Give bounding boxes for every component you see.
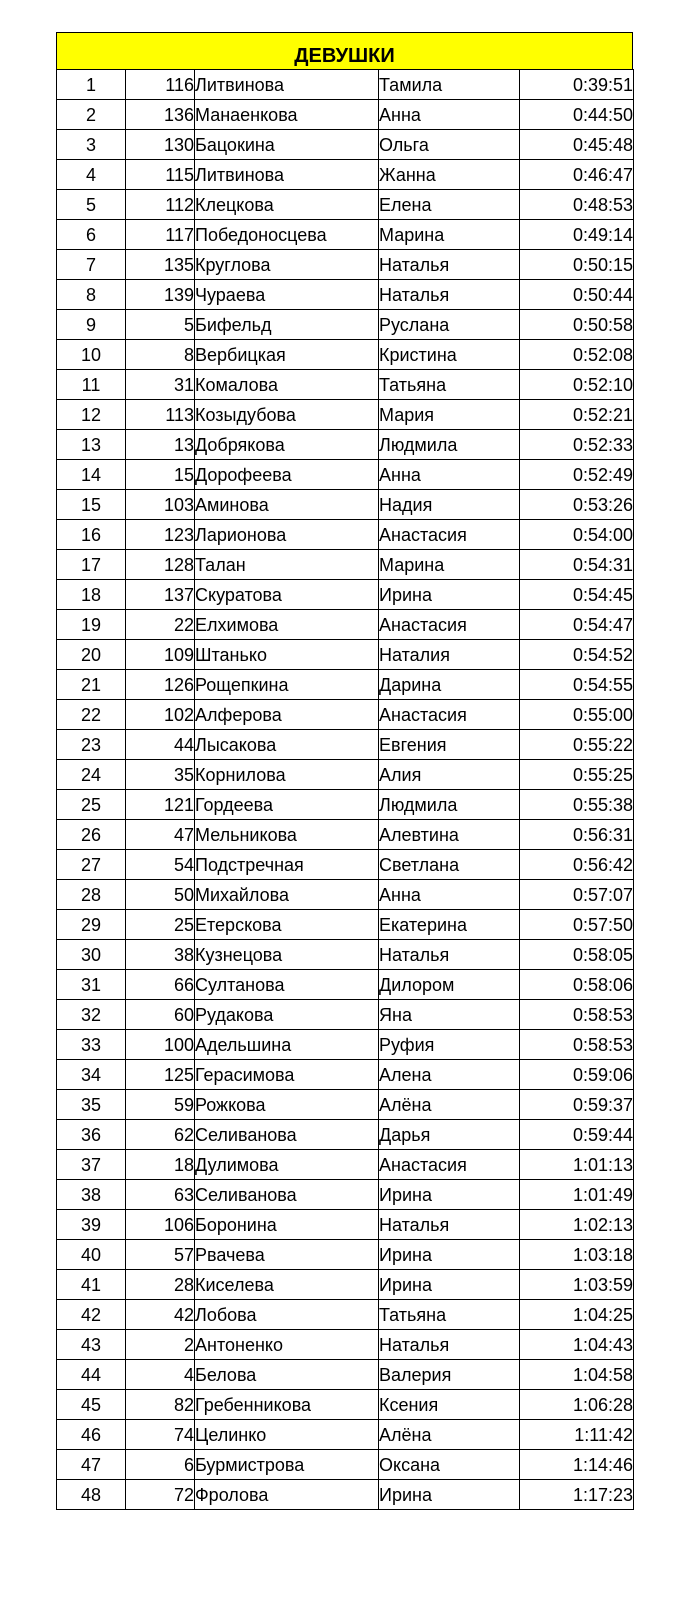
place-cell: 24 bbox=[57, 760, 126, 790]
bib-number-cell: 28 bbox=[126, 1270, 195, 1300]
finish-time-cell: 1:14:46 bbox=[520, 1450, 634, 1480]
bib-number-cell: 115 bbox=[126, 160, 195, 190]
place-cell: 34 bbox=[57, 1060, 126, 1090]
place-cell: 29 bbox=[57, 910, 126, 940]
bib-number-cell: 117 bbox=[126, 220, 195, 250]
bib-number-cell: 44 bbox=[126, 730, 195, 760]
table-row bbox=[57, 1450, 634, 1480]
bib-number-cell: 59 bbox=[126, 1090, 195, 1120]
table-row bbox=[57, 910, 634, 940]
place-cell: 43 bbox=[57, 1330, 126, 1360]
last-name-cell: Лысакова bbox=[195, 730, 379, 760]
last-name-cell: Боронина bbox=[195, 1210, 379, 1240]
table-row bbox=[57, 1090, 634, 1120]
first-name-cell: Татьяна bbox=[379, 370, 520, 400]
table-row bbox=[57, 100, 634, 130]
table-row bbox=[57, 340, 634, 370]
last-name-cell: Селиванова bbox=[195, 1180, 379, 1210]
finish-time-cell: 0:59:06 bbox=[520, 1060, 634, 1090]
finish-time-cell: 1:04:43 bbox=[520, 1330, 634, 1360]
first-name-cell: Дарина bbox=[379, 670, 520, 700]
place-cell: 38 bbox=[57, 1180, 126, 1210]
bib-number-cell: 121 bbox=[126, 790, 195, 820]
first-name-cell: Евгения bbox=[379, 730, 520, 760]
results-sheet bbox=[56, 32, 633, 1510]
place-cell: 11 bbox=[57, 370, 126, 400]
finish-time-cell: 0:54:55 bbox=[520, 670, 634, 700]
table-row bbox=[57, 730, 634, 760]
finish-time-cell: 0:58:06 bbox=[520, 970, 634, 1000]
last-name-cell: Лобова bbox=[195, 1300, 379, 1330]
finish-time-cell: 0:54:00 bbox=[520, 520, 634, 550]
place-cell: 3 bbox=[57, 130, 126, 160]
table-row bbox=[57, 490, 634, 520]
finish-time-cell: 0:52:08 bbox=[520, 340, 634, 370]
bib-number-cell: 50 bbox=[126, 880, 195, 910]
last-name-cell: Талан bbox=[195, 550, 379, 580]
bib-number-cell: 139 bbox=[126, 280, 195, 310]
bib-number-cell: 72 bbox=[126, 1480, 195, 1510]
bib-number-cell: 15 bbox=[126, 460, 195, 490]
last-name-cell: Аминова bbox=[195, 490, 379, 520]
last-name-cell: Чураева bbox=[195, 280, 379, 310]
place-cell: 13 bbox=[57, 430, 126, 460]
bib-number-cell: 22 bbox=[126, 610, 195, 640]
first-name-cell: Анастасия bbox=[379, 610, 520, 640]
table-row bbox=[57, 400, 634, 430]
finish-time-cell: 0:54:52 bbox=[520, 640, 634, 670]
bib-number-cell: 82 bbox=[126, 1390, 195, 1420]
first-name-cell: Мария bbox=[379, 400, 520, 430]
last-name-cell: Скуратова bbox=[195, 580, 379, 610]
last-name-cell: Рвачева bbox=[195, 1240, 379, 1270]
finish-time-cell: 0:55:00 bbox=[520, 700, 634, 730]
first-name-cell: Марина bbox=[379, 550, 520, 580]
finish-time-cell: 0:50:44 bbox=[520, 280, 634, 310]
last-name-cell: Рожкова bbox=[195, 1090, 379, 1120]
first-name-cell: Руслана bbox=[379, 310, 520, 340]
bib-number-cell: 109 bbox=[126, 640, 195, 670]
finish-time-cell: 1:02:13 bbox=[520, 1210, 634, 1240]
place-cell: 6 bbox=[57, 220, 126, 250]
first-name-cell: Татьяна bbox=[379, 1300, 520, 1330]
table-row bbox=[57, 1330, 634, 1360]
finish-time-cell: 1:17:23 bbox=[520, 1480, 634, 1510]
place-cell: 1 bbox=[57, 70, 126, 100]
last-name-cell: Подстречная bbox=[195, 850, 379, 880]
finish-time-cell: 1:04:25 bbox=[520, 1300, 634, 1330]
table-row bbox=[57, 1480, 634, 1510]
last-name-cell: Литвинова bbox=[195, 160, 379, 190]
finish-time-cell: 1:01:13 bbox=[520, 1150, 634, 1180]
last-name-cell: Селиванова bbox=[195, 1120, 379, 1150]
finish-time-cell: 0:58:53 bbox=[520, 1000, 634, 1030]
finish-time-cell: 0:55:22 bbox=[520, 730, 634, 760]
table-row bbox=[57, 1240, 634, 1270]
finish-time-cell: 0:59:37 bbox=[520, 1090, 634, 1120]
place-cell: 37 bbox=[57, 1150, 126, 1180]
first-name-cell: Ольга bbox=[379, 130, 520, 160]
last-name-cell: Белова bbox=[195, 1360, 379, 1390]
first-name-cell: Алёна bbox=[379, 1420, 520, 1450]
place-cell: 21 bbox=[57, 670, 126, 700]
first-name-cell: Наталья bbox=[379, 1210, 520, 1240]
table-row bbox=[57, 940, 634, 970]
table-row bbox=[57, 160, 634, 190]
first-name-cell: Ирина bbox=[379, 1270, 520, 1300]
first-name-cell: Алена bbox=[379, 1060, 520, 1090]
finish-time-cell: 0:52:49 bbox=[520, 460, 634, 490]
finish-time-cell: 0:53:26 bbox=[520, 490, 634, 520]
first-name-cell: Наталья bbox=[379, 280, 520, 310]
bib-number-cell: 74 bbox=[126, 1420, 195, 1450]
first-name-cell: Жанна bbox=[379, 160, 520, 190]
last-name-cell: Дулимова bbox=[195, 1150, 379, 1180]
first-name-cell: Тамила bbox=[379, 70, 520, 100]
bib-number-cell: 2 bbox=[126, 1330, 195, 1360]
table-row bbox=[57, 1360, 634, 1390]
bib-number-cell: 116 bbox=[126, 70, 195, 100]
table-row bbox=[57, 820, 634, 850]
place-cell: 17 bbox=[57, 550, 126, 580]
table-row bbox=[57, 460, 634, 490]
last-name-cell: Рощепкина bbox=[195, 670, 379, 700]
bib-number-cell: 113 bbox=[126, 400, 195, 430]
first-name-cell: Дарья bbox=[379, 1120, 520, 1150]
bib-number-cell: 42 bbox=[126, 1300, 195, 1330]
place-cell: 2 bbox=[57, 100, 126, 130]
first-name-cell: Анастасия bbox=[379, 700, 520, 730]
first-name-cell: Елена bbox=[379, 190, 520, 220]
last-name-cell: Гордеева bbox=[195, 790, 379, 820]
place-cell: 32 bbox=[57, 1000, 126, 1030]
last-name-cell: Фролова bbox=[195, 1480, 379, 1510]
bib-number-cell: 18 bbox=[126, 1150, 195, 1180]
table-row bbox=[57, 370, 634, 400]
place-cell: 7 bbox=[57, 250, 126, 280]
last-name-cell: Комалова bbox=[195, 370, 379, 400]
last-name-cell: Герасимова bbox=[195, 1060, 379, 1090]
bib-number-cell: 126 bbox=[126, 670, 195, 700]
last-name-cell: Гребенникова bbox=[195, 1390, 379, 1420]
first-name-cell: Марина bbox=[379, 220, 520, 250]
finish-time-cell: 1:04:58 bbox=[520, 1360, 634, 1390]
finish-time-cell: 0:46:47 bbox=[520, 160, 634, 190]
finish-time-cell: 0:52:10 bbox=[520, 370, 634, 400]
first-name-cell: Кристина bbox=[379, 340, 520, 370]
bib-number-cell: 63 bbox=[126, 1180, 195, 1210]
table-row bbox=[57, 790, 634, 820]
table-row bbox=[57, 250, 634, 280]
first-name-cell: Наталья bbox=[379, 250, 520, 280]
place-cell: 35 bbox=[57, 1090, 126, 1120]
finish-time-cell: 0:52:33 bbox=[520, 430, 634, 460]
finish-time-cell: 0:56:31 bbox=[520, 820, 634, 850]
finish-time-cell: 1:11:42 bbox=[520, 1420, 634, 1450]
table-row bbox=[57, 280, 634, 310]
place-cell: 39 bbox=[57, 1210, 126, 1240]
first-name-cell: Ирина bbox=[379, 1480, 520, 1510]
bib-number-cell: 66 bbox=[126, 970, 195, 1000]
table-row bbox=[57, 130, 634, 160]
last-name-cell: Алферова bbox=[195, 700, 379, 730]
table-row bbox=[57, 850, 634, 880]
place-cell: 4 bbox=[57, 160, 126, 190]
table-row bbox=[57, 670, 634, 700]
first-name-cell: Анна bbox=[379, 880, 520, 910]
place-cell: 9 bbox=[57, 310, 126, 340]
first-name-cell: Валерия bbox=[379, 1360, 520, 1390]
table-row bbox=[57, 1060, 634, 1090]
finish-time-cell: 0:52:21 bbox=[520, 400, 634, 430]
last-name-cell: Кузнецова bbox=[195, 940, 379, 970]
finish-time-cell: 0:55:25 bbox=[520, 760, 634, 790]
place-cell: 20 bbox=[57, 640, 126, 670]
table-row bbox=[57, 610, 634, 640]
bib-number-cell: 128 bbox=[126, 550, 195, 580]
last-name-cell: Целинко bbox=[195, 1420, 379, 1450]
bib-number-cell: 62 bbox=[126, 1120, 195, 1150]
finish-time-cell: 1:03:18 bbox=[520, 1240, 634, 1270]
bib-number-cell: 137 bbox=[126, 580, 195, 610]
bib-number-cell: 125 bbox=[126, 1060, 195, 1090]
last-name-cell: Антоненко bbox=[195, 1330, 379, 1360]
last-name-cell: Клецкова bbox=[195, 190, 379, 220]
first-name-cell: Светлана bbox=[379, 850, 520, 880]
last-name-cell: Добрякова bbox=[195, 430, 379, 460]
last-name-cell: Бифельд bbox=[195, 310, 379, 340]
bib-number-cell: 54 bbox=[126, 850, 195, 880]
first-name-cell: Анастасия bbox=[379, 520, 520, 550]
bib-number-cell: 60 bbox=[126, 1000, 195, 1030]
last-name-cell: Адельшина bbox=[195, 1030, 379, 1060]
last-name-cell: Етерскова bbox=[195, 910, 379, 940]
first-name-cell: Наталья bbox=[379, 1330, 520, 1360]
finish-time-cell: 0:54:45 bbox=[520, 580, 634, 610]
place-cell: 48 bbox=[57, 1480, 126, 1510]
place-cell: 26 bbox=[57, 820, 126, 850]
first-name-cell: Яна bbox=[379, 1000, 520, 1030]
finish-time-cell: 0:56:42 bbox=[520, 850, 634, 880]
place-cell: 41 bbox=[57, 1270, 126, 1300]
place-cell: 25 bbox=[57, 790, 126, 820]
place-cell: 14 bbox=[57, 460, 126, 490]
first-name-cell: Анастасия bbox=[379, 1150, 520, 1180]
table-row bbox=[57, 70, 634, 100]
bib-number-cell: 103 bbox=[126, 490, 195, 520]
place-cell: 23 bbox=[57, 730, 126, 760]
first-name-cell: Ирина bbox=[379, 580, 520, 610]
first-name-cell: Надия bbox=[379, 490, 520, 520]
bib-number-cell: 38 bbox=[126, 940, 195, 970]
place-cell: 12 bbox=[57, 400, 126, 430]
last-name-cell: Мельникова bbox=[195, 820, 379, 850]
bib-number-cell: 6 bbox=[126, 1450, 195, 1480]
bib-number-cell: 135 bbox=[126, 250, 195, 280]
last-name-cell: Бурмистрова bbox=[195, 1450, 379, 1480]
first-name-cell: Алия bbox=[379, 760, 520, 790]
first-name-cell: Оксана bbox=[379, 1450, 520, 1480]
last-name-cell: Михайлова bbox=[195, 880, 379, 910]
finish-time-cell: 0:54:47 bbox=[520, 610, 634, 640]
place-cell: 19 bbox=[57, 610, 126, 640]
last-name-cell: Литвинова bbox=[195, 70, 379, 100]
finish-time-cell: 0:44:50 bbox=[520, 100, 634, 130]
place-cell: 10 bbox=[57, 340, 126, 370]
place-cell: 27 bbox=[57, 850, 126, 880]
last-name-cell: Дорофеева bbox=[195, 460, 379, 490]
first-name-cell: Людмила bbox=[379, 430, 520, 460]
table-row bbox=[57, 1420, 634, 1450]
first-name-cell: Анна bbox=[379, 100, 520, 130]
last-name-cell: Ларионова bbox=[195, 520, 379, 550]
sheet-title: ДЕВУШКИ bbox=[56, 32, 633, 69]
table-row bbox=[57, 550, 634, 580]
table-row bbox=[57, 1390, 634, 1420]
place-cell: 18 bbox=[57, 580, 126, 610]
table-row bbox=[57, 190, 634, 220]
finish-time-cell: 0:54:31 bbox=[520, 550, 634, 580]
table-row bbox=[57, 880, 634, 910]
bib-number-cell: 47 bbox=[126, 820, 195, 850]
table-row bbox=[57, 1180, 634, 1210]
finish-time-cell: 0:55:38 bbox=[520, 790, 634, 820]
last-name-cell: Бацокина bbox=[195, 130, 379, 160]
table-row bbox=[57, 970, 634, 1000]
first-name-cell: Екатерина bbox=[379, 910, 520, 940]
place-cell: 33 bbox=[57, 1030, 126, 1060]
last-name-cell: Рудакова bbox=[195, 1000, 379, 1030]
last-name-cell: Султанова bbox=[195, 970, 379, 1000]
last-name-cell: Штанько bbox=[195, 640, 379, 670]
place-cell: 22 bbox=[57, 700, 126, 730]
table-row bbox=[57, 760, 634, 790]
table-row bbox=[57, 1300, 634, 1330]
first-name-cell: Анна bbox=[379, 460, 520, 490]
finish-time-cell: 0:49:14 bbox=[520, 220, 634, 250]
last-name-cell: Манаенкова bbox=[195, 100, 379, 130]
bib-number-cell: 13 bbox=[126, 430, 195, 460]
first-name-cell: Алевтина bbox=[379, 820, 520, 850]
finish-time-cell: 0:39:51 bbox=[520, 70, 634, 100]
first-name-cell: Алёна bbox=[379, 1090, 520, 1120]
table-row bbox=[57, 580, 634, 610]
table-row bbox=[57, 520, 634, 550]
table-row bbox=[57, 220, 634, 250]
table-row bbox=[57, 1000, 634, 1030]
bib-number-cell: 8 bbox=[126, 340, 195, 370]
first-name-cell: Руфия bbox=[379, 1030, 520, 1060]
place-cell: 42 bbox=[57, 1300, 126, 1330]
place-cell: 15 bbox=[57, 490, 126, 520]
place-cell: 31 bbox=[57, 970, 126, 1000]
bib-number-cell: 100 bbox=[126, 1030, 195, 1060]
first-name-cell: Наталья bbox=[379, 940, 520, 970]
first-name-cell: Наталия bbox=[379, 640, 520, 670]
results-table-body bbox=[57, 70, 634, 1510]
place-cell: 47 bbox=[57, 1450, 126, 1480]
finish-time-cell: 0:58:53 bbox=[520, 1030, 634, 1060]
last-name-cell: Корнилова bbox=[195, 760, 379, 790]
first-name-cell: Ксения bbox=[379, 1390, 520, 1420]
table-row bbox=[57, 640, 634, 670]
last-name-cell: Вербицкая bbox=[195, 340, 379, 370]
bib-number-cell: 25 bbox=[126, 910, 195, 940]
last-name-cell: Киселева bbox=[195, 1270, 379, 1300]
table-row bbox=[57, 1210, 634, 1240]
bib-number-cell: 5 bbox=[126, 310, 195, 340]
table-row bbox=[57, 1150, 634, 1180]
bib-number-cell: 102 bbox=[126, 700, 195, 730]
bib-number-cell: 123 bbox=[126, 520, 195, 550]
bib-number-cell: 35 bbox=[126, 760, 195, 790]
finish-time-cell: 0:59:44 bbox=[520, 1120, 634, 1150]
place-cell: 45 bbox=[57, 1390, 126, 1420]
results-table bbox=[56, 69, 634, 1510]
last-name-cell: Елхимова bbox=[195, 610, 379, 640]
table-row bbox=[57, 1030, 634, 1060]
finish-time-cell: 0:58:05 bbox=[520, 940, 634, 970]
finish-time-cell: 1:01:49 bbox=[520, 1180, 634, 1210]
table-row bbox=[57, 700, 634, 730]
first-name-cell: Людмила bbox=[379, 790, 520, 820]
first-name-cell: Дилором bbox=[379, 970, 520, 1000]
bib-number-cell: 31 bbox=[126, 370, 195, 400]
bib-number-cell: 4 bbox=[126, 1360, 195, 1390]
place-cell: 5 bbox=[57, 190, 126, 220]
place-cell: 28 bbox=[57, 880, 126, 910]
finish-time-cell: 1:06:28 bbox=[520, 1390, 634, 1420]
finish-time-cell: 1:03:59 bbox=[520, 1270, 634, 1300]
bib-number-cell: 130 bbox=[126, 130, 195, 160]
bib-number-cell: 57 bbox=[126, 1240, 195, 1270]
last-name-cell: Победоносцева bbox=[195, 220, 379, 250]
first-name-cell: Ирина bbox=[379, 1240, 520, 1270]
bib-number-cell: 106 bbox=[126, 1210, 195, 1240]
bib-number-cell: 112 bbox=[126, 190, 195, 220]
finish-time-cell: 0:57:07 bbox=[520, 880, 634, 910]
place-cell: 16 bbox=[57, 520, 126, 550]
last-name-cell: Козыдубова bbox=[195, 400, 379, 430]
place-cell: 46 bbox=[57, 1420, 126, 1450]
table-row bbox=[57, 1270, 634, 1300]
finish-time-cell: 0:57:50 bbox=[520, 910, 634, 940]
last-name-cell: Круглова bbox=[195, 250, 379, 280]
finish-time-cell: 0:50:58 bbox=[520, 310, 634, 340]
table-row bbox=[57, 1120, 634, 1150]
finish-time-cell: 0:45:48 bbox=[520, 130, 634, 160]
place-cell: 44 bbox=[57, 1360, 126, 1390]
finish-time-cell: 0:50:15 bbox=[520, 250, 634, 280]
place-cell: 8 bbox=[57, 280, 126, 310]
table-row bbox=[57, 310, 634, 340]
place-cell: 40 bbox=[57, 1240, 126, 1270]
place-cell: 30 bbox=[57, 940, 126, 970]
table-row bbox=[57, 430, 634, 460]
place-cell: 36 bbox=[57, 1120, 126, 1150]
bib-number-cell: 136 bbox=[126, 100, 195, 130]
finish-time-cell: 0:48:53 bbox=[520, 190, 634, 220]
first-name-cell: Ирина bbox=[379, 1180, 520, 1210]
